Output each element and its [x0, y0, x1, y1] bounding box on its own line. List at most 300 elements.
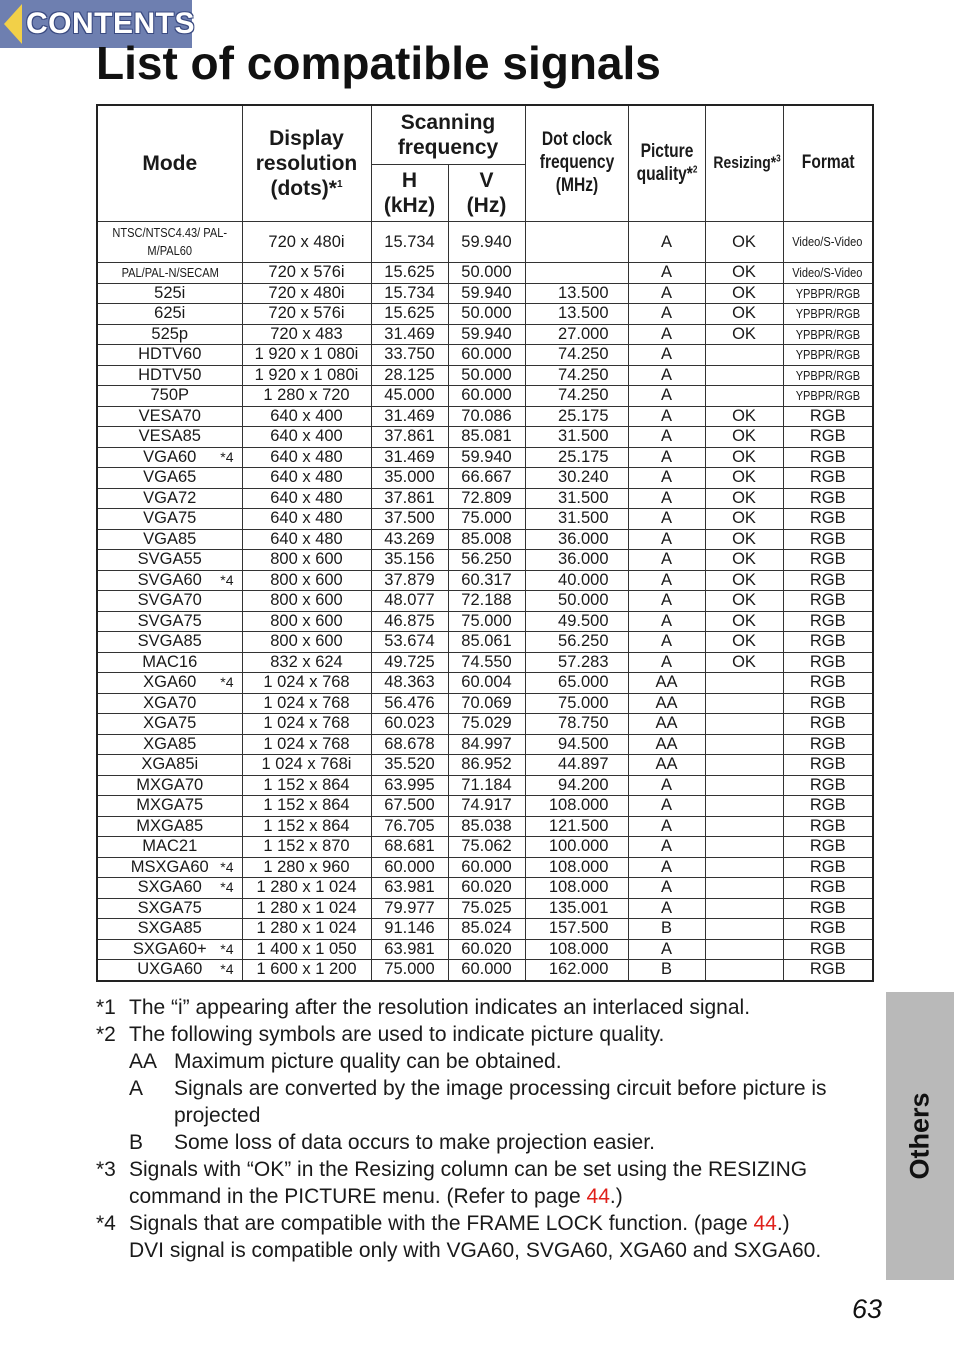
cell-mode: SXGA60+ *4 — [97, 939, 242, 960]
header-v: V (Hz) — [448, 165, 525, 222]
back-arrow-icon — [4, 4, 22, 44]
table-row — [97, 529, 873, 550]
quality-aa: AA Maximum picture quality can be obtained. — [129, 1050, 562, 1073]
cell-resolution: 720 x 576i — [242, 263, 371, 284]
cell-format: RGB — [783, 939, 873, 960]
table-row — [97, 550, 873, 571]
cell-mode: SVGA85 — [97, 632, 242, 653]
frame-lock-note: *4 — [220, 879, 234, 895]
cell-picture-quality: AA — [628, 673, 705, 694]
cell-h-freq: 63.981 — [371, 939, 448, 960]
cell-resizing: OK — [705, 304, 783, 325]
footnotes — [96, 994, 886, 1264]
cell-h-freq: 43.269 — [371, 529, 448, 550]
cell-h-freq: 67.500 — [371, 796, 448, 817]
cell-resizing — [705, 837, 783, 858]
cell-h-freq: 79.977 — [371, 898, 448, 919]
cell-format: YPBPR/RGB — [783, 283, 873, 304]
cell-v-freq: 85.024 — [448, 919, 525, 940]
table-row — [97, 591, 873, 612]
cell-dot-clock: 162.000 — [525, 960, 628, 981]
cell-v-freq: 50.000 — [448, 365, 525, 386]
cell-picture-quality: A — [628, 611, 705, 632]
cell-picture-quality: A — [628, 386, 705, 407]
cell-v-freq: 60.000 — [448, 386, 525, 407]
cell-picture-quality: A — [628, 488, 705, 509]
table-row — [97, 755, 873, 776]
cell-mode: HDTV60 — [97, 345, 242, 366]
cell-mode: SXGA75 — [97, 898, 242, 919]
cell-resolution: 1 024 x 768i — [242, 755, 371, 776]
quality-b: B Some loss of data occurs to make projection easier. — [129, 1131, 655, 1154]
header-dot-clock: Dot clock frequency (MHz) — [525, 105, 628, 222]
cell-h-freq: 48.077 — [371, 591, 448, 612]
cell-mode: XGA85 — [97, 734, 242, 755]
cell-format: RGB — [783, 488, 873, 509]
table-row — [97, 960, 873, 981]
cell-dot-clock — [525, 222, 628, 263]
cell-h-freq: 37.879 — [371, 570, 448, 591]
cell-v-freq: 70.086 — [448, 406, 525, 427]
cell-resizing — [705, 857, 783, 878]
cell-format: RGB — [783, 468, 873, 489]
cell-format: RGB — [783, 591, 873, 612]
cell-resolution: 640 x 480 — [242, 509, 371, 530]
cell-v-freq: 50.000 — [448, 304, 525, 325]
cell-h-freq: 63.981 — [371, 878, 448, 899]
cell-h-freq: 31.469 — [371, 447, 448, 468]
cell-h-freq: 15.625 — [371, 304, 448, 325]
cell-v-freq: 59.940 — [448, 222, 525, 263]
cell-v-freq: 71.184 — [448, 775, 525, 796]
cell-dot-clock: 78.750 — [525, 714, 628, 735]
table-row — [97, 345, 873, 366]
table-row — [97, 939, 873, 960]
cell-picture-quality: A — [628, 550, 705, 571]
section-tab-others[interactable]: Others — [886, 992, 954, 1280]
cell-v-freq: 85.008 — [448, 529, 525, 550]
page-number: 63 — [852, 1294, 883, 1324]
cell-format: RGB — [783, 427, 873, 448]
cell-format: RGB — [783, 632, 873, 653]
table-row — [97, 386, 873, 407]
cell-dot-clock: 31.500 — [525, 509, 628, 530]
cell-dot-clock: 56.250 — [525, 632, 628, 653]
table-row — [97, 816, 873, 837]
cell-resizing — [705, 796, 783, 817]
cell-resolution: 1 024 x 768 — [242, 714, 371, 735]
cell-mode: XGA75 — [97, 714, 242, 735]
table-row — [97, 570, 873, 591]
cell-resizing: OK — [705, 406, 783, 427]
cell-picture-quality: A — [628, 427, 705, 448]
cell-h-freq: 75.000 — [371, 960, 448, 981]
frame-lock-note: *4 — [220, 571, 234, 588]
cell-format: RGB — [783, 898, 873, 919]
cell-dot-clock: 135.001 — [525, 898, 628, 919]
cell-picture-quality: A — [628, 263, 705, 284]
cell-resolution: 1 024 x 768 — [242, 693, 371, 714]
cell-format: RGB — [783, 693, 873, 714]
table-row — [97, 837, 873, 858]
cell-dot-clock: 75.000 — [525, 693, 628, 714]
cell-resolution: 1 600 x 1 200 — [242, 960, 371, 981]
footnote-1: *1 The “i” appearing after the resolution indicates an interlaced signal. — [96, 996, 751, 1019]
cell-resolution: 800 x 600 — [242, 632, 371, 653]
cell-resolution: 800 x 600 — [242, 611, 371, 632]
cell-h-freq: 49.725 — [371, 652, 448, 673]
table-row — [97, 222, 873, 263]
cell-resolution: 1 152 x 870 — [242, 837, 371, 858]
cell-resizing — [705, 898, 783, 919]
header-display-resolution: Display resolution (dots)*$^1$ — [242, 105, 371, 222]
cell-resizing — [705, 919, 783, 940]
cell-dot-clock: 108.000 — [525, 857, 628, 878]
cell-format: RGB — [783, 878, 873, 899]
cell-v-freq: 60.000 — [448, 345, 525, 366]
cell-v-freq: 75.029 — [448, 714, 525, 735]
footnote-2: *2 The following symbols are used to indicate picture quality. — [96, 1023, 665, 1046]
header-picture-quality: Picture quality*$^2$ — [628, 105, 705, 222]
cell-mode: MXGA85 — [97, 816, 242, 837]
table-row — [97, 488, 873, 509]
cell-resolution: 1 024 x 768 — [242, 673, 371, 694]
cell-h-freq: 35.000 — [371, 468, 448, 489]
cell-resizing: OK — [705, 468, 783, 489]
cell-h-freq: 63.995 — [371, 775, 448, 796]
cell-dot-clock: 50.000 — [525, 591, 628, 612]
cell-dot-clock: 157.500 — [525, 919, 628, 940]
quality-a: A Signals are converted by the image processing circuit before picture is projected — [129, 1077, 827, 1127]
frame-lock-note: *4 — [220, 858, 234, 875]
cell-v-freq: 59.940 — [448, 283, 525, 304]
cell-dot-clock: 31.500 — [525, 427, 628, 448]
cell-h-freq: 76.705 — [371, 816, 448, 837]
header-mode: Mode — [97, 105, 242, 222]
cell-dot-clock: 13.500 — [525, 283, 628, 304]
cell-format: RGB — [783, 529, 873, 550]
cell-h-freq: 46.875 — [371, 611, 448, 632]
table-row — [97, 673, 873, 694]
table-row — [97, 857, 873, 878]
cell-picture-quality: AA — [628, 714, 705, 735]
cell-format: RGB — [783, 673, 873, 694]
cell-picture-quality: A — [628, 222, 705, 263]
cell-resizing — [705, 939, 783, 960]
cell-dot-clock: 25.175 — [525, 447, 628, 468]
cell-resizing: OK — [705, 427, 783, 448]
cell-resizing — [705, 693, 783, 714]
cell-resizing — [705, 960, 783, 981]
cell-format: YPBPR/RGB — [783, 365, 873, 386]
cell-h-freq: 91.146 — [371, 919, 448, 940]
cell-h-freq: 31.469 — [371, 324, 448, 345]
cell-v-freq: 59.940 — [448, 447, 525, 468]
cell-v-freq: 75.000 — [448, 611, 525, 632]
cell-h-freq: 15.625 — [371, 263, 448, 284]
cell-dot-clock: 100.000 — [525, 837, 628, 858]
cell-v-freq: 60.317 — [448, 570, 525, 591]
cell-dot-clock: 44.897 — [525, 755, 628, 776]
cell-resizing: OK — [705, 222, 783, 263]
cell-format: RGB — [783, 570, 873, 591]
page-link-44[interactable]: 44 — [586, 1185, 610, 1208]
cell-resizing — [705, 734, 783, 755]
cell-v-freq: 60.000 — [448, 960, 525, 981]
cell-resolution: 1 152 x 864 — [242, 796, 371, 817]
cell-mode: MSXGA60 *4 — [97, 857, 242, 878]
cell-resizing: OK — [705, 447, 783, 468]
cell-h-freq: 68.678 — [371, 734, 448, 755]
cell-resolution: 1 280 x 720 — [242, 386, 371, 407]
cell-picture-quality: B — [628, 960, 705, 981]
table-row — [97, 509, 873, 530]
table-row — [97, 365, 873, 386]
cell-v-freq: 85.038 — [448, 816, 525, 837]
cell-mode: VGA72 — [97, 488, 242, 509]
cell-mode: MAC16 — [97, 652, 242, 673]
cell-resolution: 640 x 400 — [242, 406, 371, 427]
table-row — [97, 447, 873, 468]
cell-picture-quality: A — [628, 775, 705, 796]
cell-format: RGB — [783, 796, 873, 817]
cell-picture-quality: AA — [628, 734, 705, 755]
cell-dot-clock: 25.175 — [525, 406, 628, 427]
cell-h-freq: 68.681 — [371, 837, 448, 858]
cell-h-freq: 37.500 — [371, 509, 448, 530]
cell-mode: MAC21 — [97, 837, 242, 858]
cell-resizing: OK — [705, 263, 783, 284]
cell-h-freq: 33.750 — [371, 345, 448, 366]
frame-lock-note: *4 — [220, 940, 234, 957]
cell-picture-quality: A — [628, 365, 705, 386]
cell-h-freq: 56.476 — [371, 693, 448, 714]
cell-resolution: 1 280 x 960 — [242, 857, 371, 878]
cell-h-freq: 37.861 — [371, 427, 448, 448]
cell-mode: MXGA75 — [97, 796, 242, 817]
cell-dot-clock: 108.000 — [525, 939, 628, 960]
cell-h-freq: 48.363 — [371, 673, 448, 694]
cell-mode: XGA60 *4 — [97, 673, 242, 694]
cell-v-freq: 74.917 — [448, 796, 525, 817]
cell-format: RGB — [783, 960, 873, 981]
cell-format: RGB — [783, 509, 873, 530]
cell-h-freq: 37.861 — [371, 488, 448, 509]
cell-dot-clock: 74.250 — [525, 365, 628, 386]
cell-format: RGB — [783, 857, 873, 878]
cell-format: RGB — [783, 611, 873, 632]
cell-mode: SVGA75 — [97, 611, 242, 632]
cell-dot-clock: 94.500 — [525, 734, 628, 755]
cell-picture-quality: A — [628, 652, 705, 673]
cell-dot-clock — [525, 263, 628, 284]
cell-resolution: 1 152 x 864 — [242, 816, 371, 837]
cell-format: YPBPR/RGB — [783, 345, 873, 366]
cell-picture-quality: A — [628, 345, 705, 366]
cell-mode: SXGA85 — [97, 919, 242, 940]
table-row — [97, 775, 873, 796]
cell-mode: VGA60 *4 — [97, 447, 242, 468]
cell-mode: VGA75 — [97, 509, 242, 530]
cell-picture-quality: A — [628, 468, 705, 489]
table-row — [97, 468, 873, 489]
cell-dot-clock: 74.250 — [525, 345, 628, 366]
table-row — [97, 324, 873, 345]
cell-picture-quality: A — [628, 878, 705, 899]
footnote-3: *3 Signals with “OK” in the Resizing column can be set using the RESIZING command in the PICTURE menu. (Refer to page 44.) — [96, 1158, 808, 1208]
cell-picture-quality: A — [628, 837, 705, 858]
table-row — [97, 406, 873, 427]
cell-picture-quality: A — [628, 406, 705, 427]
cell-v-freq: 70.069 — [448, 693, 525, 714]
cell-v-freq: 60.020 — [448, 939, 525, 960]
cell-resizing: OK — [705, 611, 783, 632]
cell-dot-clock: 13.500 — [525, 304, 628, 325]
cell-format: RGB — [783, 734, 873, 755]
cell-dot-clock: 27.000 — [525, 324, 628, 345]
cell-format: Video/S-Video — [783, 263, 873, 284]
cell-picture-quality: A — [628, 529, 705, 550]
table-row — [97, 734, 873, 755]
cell-mode: 625i — [97, 304, 242, 325]
cell-resolution: 1 280 x 1 024 — [242, 878, 371, 899]
cell-resolution: 640 x 480 — [242, 488, 371, 509]
cell-picture-quality: A — [628, 591, 705, 612]
table-row — [97, 796, 873, 817]
cell-h-freq: 35.156 — [371, 550, 448, 571]
cell-resizing: OK — [705, 570, 783, 591]
cell-v-freq: 60.000 — [448, 857, 525, 878]
cell-resizing — [705, 775, 783, 796]
cell-resolution: 1 920 x 1 080i — [242, 365, 371, 386]
cell-mode: 750P — [97, 386, 242, 407]
cell-dot-clock: 57.283 — [525, 652, 628, 673]
cell-resolution: 640 x 400 — [242, 427, 371, 448]
cell-resizing: OK — [705, 509, 783, 530]
cell-format: RGB — [783, 550, 873, 571]
cell-v-freq: 72.809 — [448, 488, 525, 509]
cell-resizing — [705, 386, 783, 407]
cell-resolution: 1 024 x 768 — [242, 734, 371, 755]
cell-resizing: OK — [705, 550, 783, 571]
cell-dot-clock: 121.500 — [525, 816, 628, 837]
cell-picture-quality: A — [628, 632, 705, 653]
cell-resolution: 640 x 480 — [242, 468, 371, 489]
footnote-4: *4 Signals that are compatible with the FRAME LOCK function. (page 44.) DVI signal is compatible only with VGA60, SVGA60, XGA60 and SXGA60. — [96, 1212, 822, 1262]
table-row — [97, 611, 873, 632]
cell-v-freq: 66.667 — [448, 468, 525, 489]
cell-resolution: 800 x 600 — [242, 570, 371, 591]
cell-v-freq: 50.000 — [448, 263, 525, 284]
cell-resizing — [705, 816, 783, 837]
cell-format: RGB — [783, 775, 873, 796]
page-link-44-frame-lock[interactable]: 44 — [753, 1212, 777, 1235]
contents-label: CONTENTS — [26, 7, 195, 40]
cell-resolution: 1 280 x 1 024 — [242, 898, 371, 919]
cell-mode: PAL/PAL-N/SECAM — [97, 263, 242, 284]
cell-mode: HDTV50 — [97, 365, 242, 386]
cell-picture-quality: A — [628, 447, 705, 468]
cell-picture-quality: AA — [628, 693, 705, 714]
cell-mode: NTSC/NTSC4.43/ PAL-M/PAL60 — [97, 222, 242, 263]
cell-h-freq: 53.674 — [371, 632, 448, 653]
cell-resizing — [705, 345, 783, 366]
cell-dot-clock: 94.200 — [525, 775, 628, 796]
cell-resolution: 640 x 480 — [242, 447, 371, 468]
cell-resolution: 720 x 483 — [242, 324, 371, 345]
cell-picture-quality: A — [628, 283, 705, 304]
cell-resizing: OK — [705, 652, 783, 673]
cell-format: RGB — [783, 919, 873, 940]
frame-lock-note: *4 — [220, 448, 234, 465]
cell-h-freq: 60.000 — [371, 857, 448, 878]
cell-dot-clock: 49.500 — [525, 611, 628, 632]
cell-mode: SVGA70 — [97, 591, 242, 612]
cell-resizing — [705, 673, 783, 694]
cell-dot-clock: 108.000 — [525, 796, 628, 817]
cell-picture-quality: B — [628, 919, 705, 940]
cell-resolution: 720 x 576i — [242, 304, 371, 325]
page-title: List of compatible signals — [96, 37, 661, 89]
cell-format: YPBPR/RGB — [783, 304, 873, 325]
cell-resolution: 720 x 480i — [242, 222, 371, 263]
cell-picture-quality: A — [628, 570, 705, 591]
cell-resolution: 1 400 x 1 050 — [242, 939, 371, 960]
cell-picture-quality: A — [628, 816, 705, 837]
cell-picture-quality: A — [628, 304, 705, 325]
cell-v-freq: 86.952 — [448, 755, 525, 776]
frame-lock-note: *4 — [220, 961, 234, 977]
cell-format: Video/S-Video — [783, 222, 873, 263]
cell-resizing: OK — [705, 591, 783, 612]
table-row — [97, 898, 873, 919]
cell-picture-quality: A — [628, 796, 705, 817]
cell-mode: VESA85 — [97, 427, 242, 448]
cell-v-freq: 72.188 — [448, 591, 525, 612]
cell-resizing: OK — [705, 632, 783, 653]
cell-mode: XGA70 — [97, 693, 242, 714]
cell-v-freq: 85.061 — [448, 632, 525, 653]
table-row — [97, 919, 873, 940]
table-row — [97, 693, 873, 714]
cell-format: RGB — [783, 816, 873, 837]
header-resizing: Resizing*$^3$ — [705, 105, 783, 222]
cell-dot-clock: 65.000 — [525, 673, 628, 694]
cell-picture-quality: A — [628, 324, 705, 345]
cell-h-freq: 60.023 — [371, 714, 448, 735]
cell-mode: SXGA60 *4 — [97, 878, 242, 899]
cell-format: RGB — [783, 652, 873, 673]
cell-h-freq: 15.734 — [371, 222, 448, 263]
cell-picture-quality: AA — [628, 755, 705, 776]
cell-resizing: OK — [705, 324, 783, 345]
cell-format: YPBPR/RGB — [783, 324, 873, 345]
table-row — [97, 283, 873, 304]
cell-mode: VESA70 — [97, 406, 242, 427]
cell-format: RGB — [783, 755, 873, 776]
cell-h-freq: 45.000 — [371, 386, 448, 407]
cell-format: RGB — [783, 714, 873, 735]
cell-v-freq: 75.000 — [448, 509, 525, 530]
cell-picture-quality: A — [628, 509, 705, 530]
cell-resolution: 720 x 480i — [242, 283, 371, 304]
cell-v-freq: 59.940 — [448, 324, 525, 345]
cell-v-freq: 84.997 — [448, 734, 525, 755]
cell-resolution: 832 x 624 — [242, 652, 371, 673]
cell-dot-clock: 31.500 — [525, 488, 628, 509]
cell-format: RGB — [783, 447, 873, 468]
cell-picture-quality: A — [628, 939, 705, 960]
